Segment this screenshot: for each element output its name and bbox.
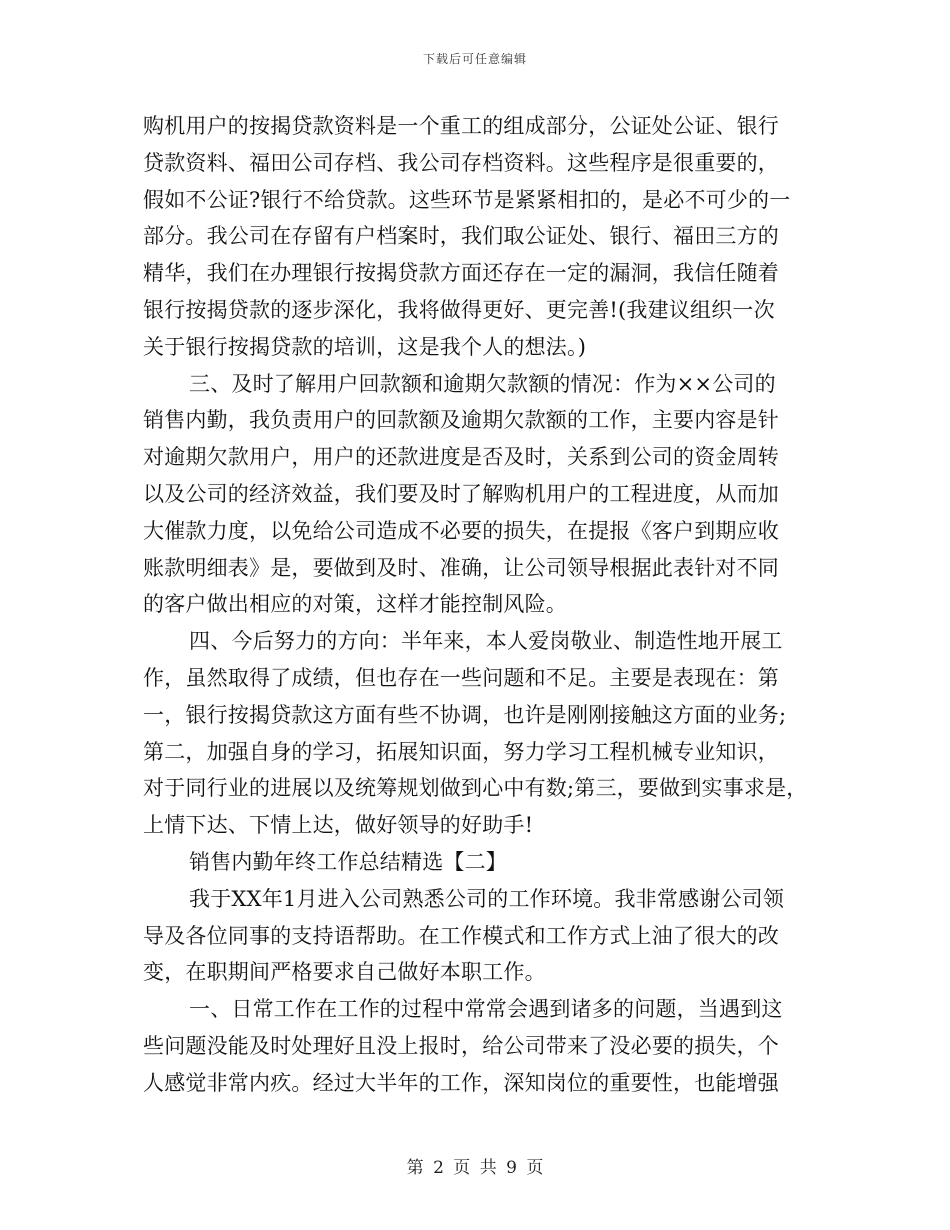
text-line: 对于同行业的进展以及统筹规划做到心中有数;第三，要做到实事求是， <box>143 776 808 801</box>
text-line: 精华，我们在办理银行按揭贷款方面还存在一定的漏洞，我信任随着 <box>143 261 779 286</box>
page-header-note: 下载后可任意编辑 <box>422 52 527 66</box>
text-line: 以及公司的经济效益，我们要及时了解购机用户的工程进度，从而加 <box>143 481 779 506</box>
text-line: 部分。我公司在存留有户档案时，我们取公证处、银行、福田三方的 <box>143 224 779 249</box>
text-line: 账款明细表》是，要做到及时、准确，让公司领导根据此表针对不同 <box>143 555 779 580</box>
text-line: 的客户做出相应的对策，这样才能控制风险。 <box>143 592 567 617</box>
text-line: 我于XX年1月进入公司熟悉公司的工作环境。我非常感谢公司领 <box>189 886 785 911</box>
text-line: 关于银行按揭贷款的培训，这是我个人的想法。) <box>143 334 587 359</box>
text-line: 作，虽然取得了成绩，但也存在一些问题和不足。主要是表现在：第 <box>143 665 779 690</box>
text-line: 假如不公证?银行不给贷款。这些环节是紧紧相扣的，是必不可少的一 <box>143 187 791 212</box>
text-line: 人感觉非常内疚。经过大半年的工作，深知岗位的重要性，也能增强 <box>143 1070 779 1095</box>
text-line: 第二，加强自身的学习，拓展知识面，努力学习工程机械专业知识， <box>143 739 779 764</box>
text-line: 一、日常工作在工作的过程中常常会遇到诸多的问题，当遇到这 <box>189 997 783 1022</box>
text-line: 销售内勤年终工作总结精选【二】 <box>189 849 507 874</box>
page-number: 第 2 页 共 9 页 <box>406 1158 544 1178</box>
text-line: 销售内勤，我负责用户的回款额及逾期欠款额的工作，主要内容是针 <box>143 408 779 433</box>
text-line: 上情下达、下情上达，做好领导的好助手! <box>143 813 534 838</box>
text-line: 对逾期欠款用户，用户的还款进度是否及时，关系到公司的资金周转 <box>143 445 779 470</box>
text-line: 大催款力度，以免给公司造成不必要的损失，在提报《客户到期应收 <box>143 518 779 543</box>
text-line: 银行按揭贷款的逐步深化，我将做得更好、更完善!(我建议组织一次 <box>143 297 775 322</box>
text-line: 变，在职期间严格要求自己做好本职工作。 <box>143 960 546 985</box>
document-body <box>143 108 823 1102</box>
text-line: 购机用户的按揭贷款资料是一个重工的组成部分，公证处公证、银行 <box>143 114 779 138</box>
text-line: 一，银行按揭贷款这方面有些不协调，也许是刚刚接触这方面的业务; <box>143 702 787 727</box>
text-line: 三、及时了解用户回款额和逾期欠款额的情况：作为××公司的 <box>189 371 776 396</box>
text-line: 些问题没能及时处理好且没上报时，给公司带来了没必要的损失，个 <box>143 1033 779 1058</box>
text-line: 四、今后努力的方向：半年来，本人爱岗敬业、制造性地开展工 <box>189 629 783 654</box>
text-line: 贷款资料、福田公司存档、我公司存档资料。这些程序是很重要的， <box>143 150 779 175</box>
text-line: 导及各位同事的支持语帮助。在工作模式和工作方式上油了很大的改 <box>143 923 779 948</box>
